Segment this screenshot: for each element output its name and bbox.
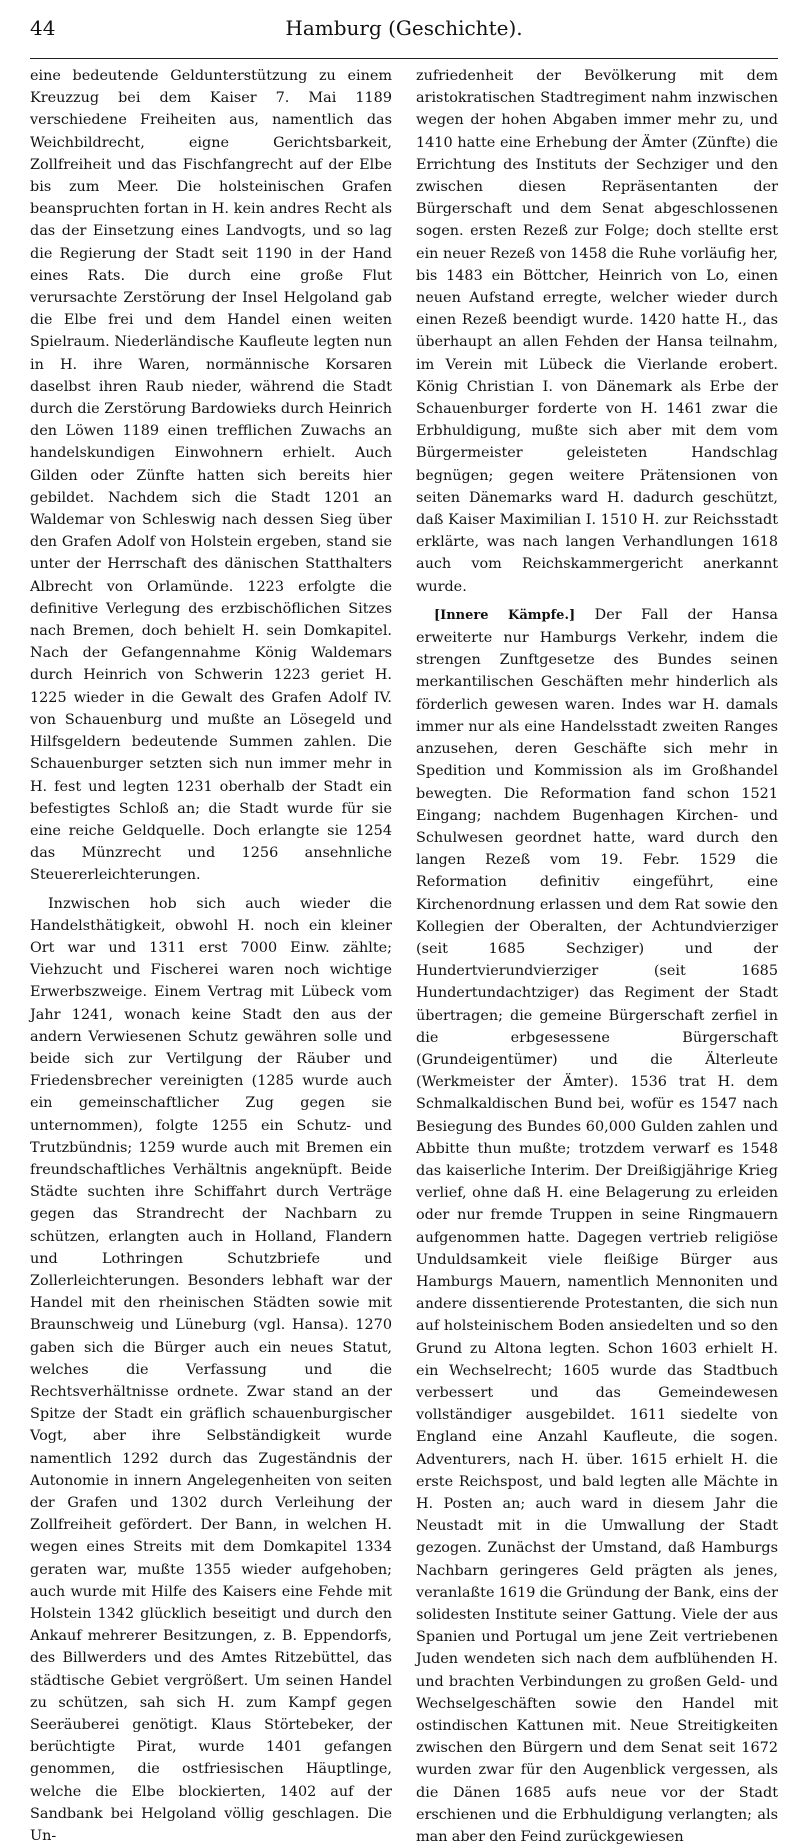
paragraph: zufriedenheit der Bevölkerung mit dem aristokratischen Stadtregiment nahm inzwischen wegen der hohen Abgaben immer mehr zu, und 1410 hatte eine Erhebung der Ämter (Zünfte) die Errichtung des Instituts der Sechziger und den zwischen diesen Repräsentanten der Bürgerschaft und dem Senat abgeschlossenen sogen. ersten Rezeß zur Folge; doch stellte erst ein neuer Rezeß von 1458 die Ruhe vorläufig her, bis 1483 ein Böttcher, Heinrich von Lo, einen neuen Aufstand erregte, welcher wieder durch einen Rezeß beendigt wurde. 1420 hatte H., das überhaupt an allen Fehden der Hansa teilnahm, im Verein mit Lübeck die Vierlande erobert. König Christian I. von Dänemark als Erbe der Schauenburger forderte von H. 1461 zwar die Erbhuldigung, mußte sich aber mit dem vom Bürgermeister geleisteten Handschlag begnügen; gegen weitere Prätensionen von seiten Dänemarks ward H. dadurch geschützt, daß Kaiser Maximilian I. 1510 H. zur Reichsstadt erklärte, was nach langen Verhandlungen 1618 auch vom Reichskammergericht anerkannt wurde. — [416, 68, 778, 595]
page-header — [30, 16, 778, 59]
running-title: Hamburg (Geschichte). — [285, 16, 523, 40]
section-label: [Innere Kämpfe.] — [434, 607, 576, 623]
paragraph-with-section-label — [416, 604, 778, 1848]
paragraph-text: Der Fall der Hansa erweiterte nur Hamburgs Verkehr, indem die strengen Zunftgesetze des Bundes seinen merkantilischen Geschäften mehr hinderlich als förderlich gewesen waren. Indes war H. damals immer nur als eine Handelsstadt zweiten Ranges anzusehen, deren Geschäfte sich mehr in Spedition und Kommission als im Großhandel bewegten. Die Reformation fand schon 1521 Eingang; nachdem Bugenhagen Kirchen- und Schulwesen geordnet hatte, ward durch den langen Rezeß vom 19. Febr. 1529 die Reformation definitiv eingeführt, eine Kirchenordnung erlassen und dem Rat sowie den Kollegien der Oberalten, der Achtundvierziger (seit 1685 Sechziger) und der Hundertvierundvierziger (seit 1685 Hundertundachtziger) das Regiment der Stadt übertragen; die gemeine Bürgerschaft zerfiel in die erbgesessene Bürgerschaft (Grundeigentümer) und die Älterleute (Werkmeister der Ämter). 1536 trat H. dem Schmalkaldischen Bund bei, wofür es 1547 nach Besiegung des Bundes 60,000 Gulden zahlen und Abbitte thun mußte; trotzdem verwarf es 1548 das kaiserliche Interim. Der Dreißigjährige Krieg verlief, ohne daß H. eine Belagerung zu erleiden oder nur fremde Truppen in seine Ringmauern aufgenommen hatte. Dagegen vertrieb religiöse Unduldsamkeit viele fleißige Bürger aus Hamburgs Mauern, namentlich Mennoniten und andere dissentierende Protestanten, die sich nun auf holsteinischem Boden ansiedelten und so den Grund zu Altona legten. Schon 1603 erhielt H. ein Wechselrecht; 1605 wurde das Stadtbuch verbessert und das Gemeindewesen vollständiger ausgebildet. 1611 siedelte von England eine Anzahl Kaufleute, die sogen. Adventurers, nach H. über. 1615 erhielt H. die erste Reichspost, und bald legten alle Mächte in H. Posten an; auch ward in diesem Jahr die Neustadt mit in die Umwallung der Stadt gezogen. Zunächst der Umstand, daß Hamburgs Nachbarn geringeres Geld prägten als jenes, veranlaßte 1619 die Gründung der Bank, eins der solidesten Institute seiner Gattung. Viele der aus Spanien und Portugal um jene Zeit vertriebenen Juden wendeten sich nach dem aufblühenden H. und brachten Verbindungen zu großen Geld- und Wechselgeschäften sowie den Handel mit ostindischen Kattunen mit. Neue Streitigkeiten zwischen den Bürgern und dem Senat seit 1672 wurden zwar für den Augenblick vergessen, als die Dänen 1685 aufs neue vor der Stadt erschienen und die Erbhuldigung verlangten; als man aber den Feind zurückgewiesen — [416, 606, 778, 1846]
left-column — [30, 65, 392, 1848]
right-column — [416, 65, 778, 1848]
page-number: 44 — [30, 16, 56, 40]
paragraph: Inzwischen hob sich auch wieder die Handelsthätigkeit, obwohl H. noch ein kleiner Ort war und 1311 erst 7000 Einw. zählte; Viehzucht und Fischerei waren noch wichtige Erwerbszweige. Einem Vertrag mit Lübeck vom Jahr 1241, wonach keine Stadt den aus der andern Verwiesenen Schutz gewähren solle und beide sich zur Vertilgung der Räuber und Friedensbrecher vereinigten (1285 wurde auch ein gemeinschaftlicher Zug gegen sie unternommen), folgte 1255 ein Schutz- und Trutzbündnis; 1259 wurde auch mit Bremen ein freundschaftliches Verhältnis angeknüpft. Beide Städte suchten ihre Schiffahrt durch Verträge gegen das Strandrecht der Nachbarn zu schützen, erlangten auch in Holland, Flandern und Lothringen Schutzbriefe und Zollerleichterungen. Besonders lebhaft war der Handel mit den rheinischen Städten sowie mit Braunschweig und Lüneburg (vgl. Hansa). 1270 gaben sich die Bürger auch ein neues Statut, welches die Verfassung und die Rechtsverhältnisse ordnete. Zwar stand an der Spitze der Stadt ein gräflich schauenburgischer Vogt, aber ihre Selbständigkeit wurde namentlich 1292 durch das Zugeständnis der Autonomie in innern Angelegenheiten von seiten der Grafen und 1302 durch Verleihung der Zollfreiheit gefördert. Der Bann, in welchen H. wegen eines Streits mit dem Domkapitel 1334 geraten war, mußte 1355 wieder aufgehoben; auch wurde mit Hilfe des Kaisers eine Fehde mit Holstein 1342 glücklich beseitigt und durch den Ankauf mehrerer Besitzungen, z. B. Eppendorfs, des Billwerders und des Amtes Ritzebüttel, das städtische Gebiet vergrößert. Um seinen Handel zu schützen, sah sich H. zum Kampf gegen Seeräuberei genötigt. Klaus Störtebeker, der berüchtigte Pirat, wurde 1401 gefangen genommen, die ostfriesischen Häuptlinge, welche die Elbe blockierten, 1402 auf der Sandbank bei Helgoland völlig geschlagen. Die Un- — [30, 895, 392, 1845]
paragraph: eine bedeutende Geldunterstützung zu einem Kreuzzug bei dem Kaiser 7. Mai 1189 verschiedene Freiheiten aus, namentlich das Weichbildrecht, eigne Gerichtsbarkeit, Zollfreiheit und das Fischfangrecht auf der Elbe bis zum Meer. Die holsteinischen Grafen beanspruchten fortan in H. kein andres Recht als das der Einsetzung eines Landvogts, und so lag die Regierung der Stadt seit 1190 in der Hand eines Rats. Die durch eine große Flut verursachte Zerstörung der Insel Helgoland gab die Elbe frei und dem Handel einen weiten Spielraum. Niederländische Kaufleute legten nun in H. ihre Waren, normännische Korsaren daselbst ihren Raub nieder, während die Stadt durch die Zerstörung Bardowieks durch Heinrich den Löwen 1189 einen trefflichen Zuwachs an handelskundigen Einwohnern erhielt. Auch Gilden oder Zünfte hatten sich bereits hier gebildet. Nachdem sich die Stadt 1201 an Waldemar von Schleswig nach dessen Sieg über den Grafen Adolf von Holstein ergeben, stand sie unter der Herrschaft des dänischen Statthalters Albrecht von Orlamünde. 1223 erfolgte die definitive Verlegung des erzbischöflichen Sitzes nach Bremen, doch behielt H. sein Domkapitel. Nach der Gefangennahme König Waldemars durch Heinrich von Schwerin 1223 geriet H. 1225 wieder in die Gewalt des Grafen Adolf IV. von Schauenburg und mußte an Lösegeld und Hilfsgeldern bedeutende Summen zahlen. Die Schauenburger setzten sich nun immer mehr in H. fest und legten 1231 oberhalb der Stadt ein befestigtes Schloß an; die Stadt wurde für sie eine reiche Geldquelle. Doch erlangte sie 1254 das Münzrecht und 1256 ansehnliche Steuererleichterungen. — [30, 68, 392, 884]
text-columns — [30, 65, 778, 1848]
